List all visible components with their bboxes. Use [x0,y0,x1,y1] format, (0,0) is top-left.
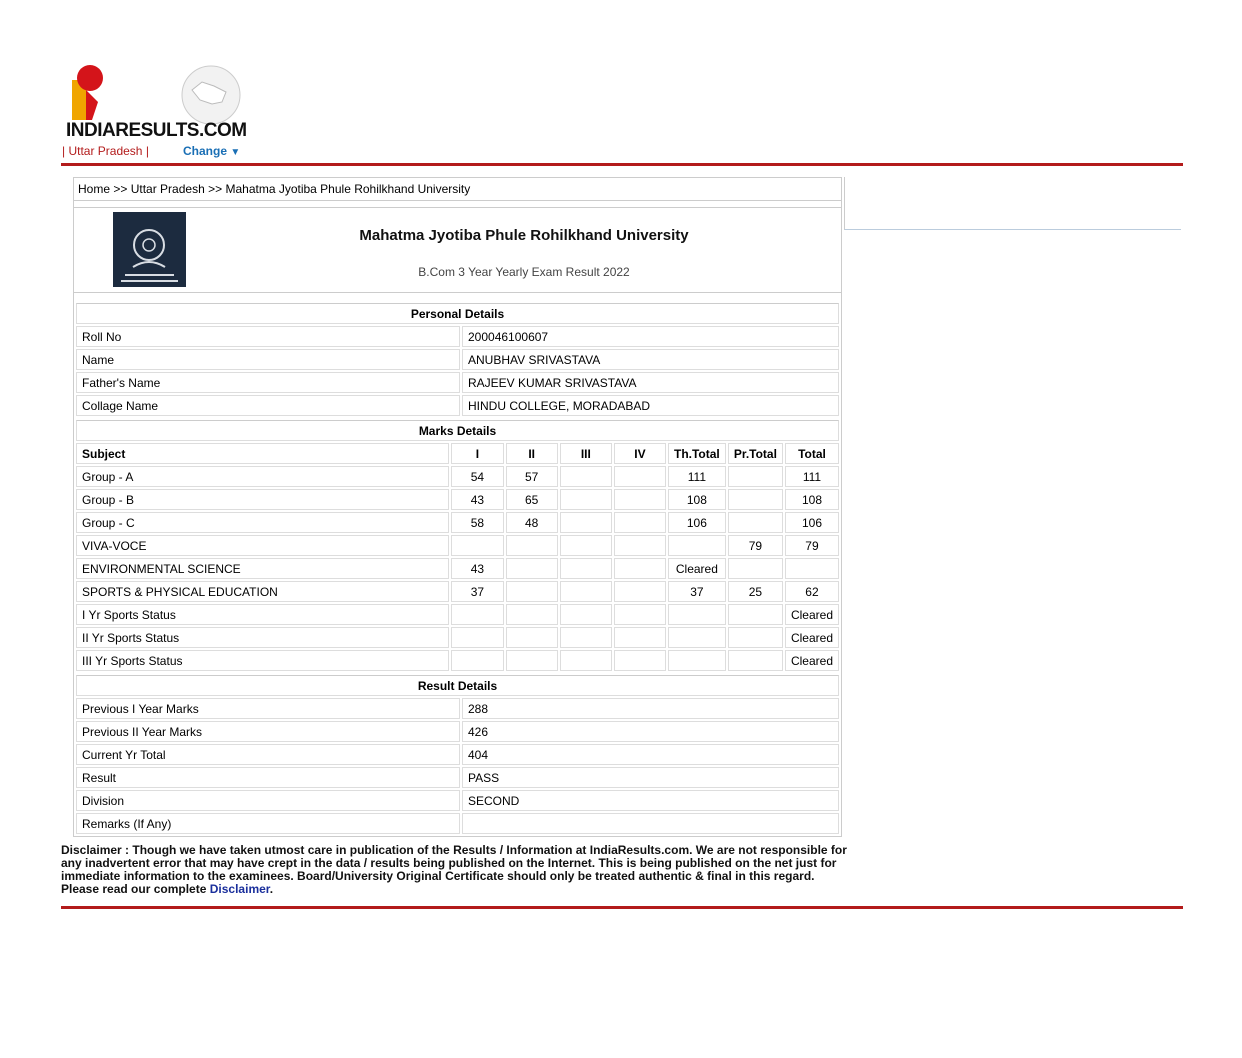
mark-cell [785,558,839,579]
table-row [76,698,839,719]
col-header: IV [614,443,666,464]
table-row [76,349,839,370]
mark-cell [506,627,558,648]
mark-cell [506,535,558,556]
table-row [76,813,839,834]
university-header [74,207,841,293]
mark-cell [451,650,503,671]
field-label: Division [76,790,460,811]
result-frame [73,177,842,837]
mark-cell: 37 [451,581,503,602]
field-value: HINDU COLLEGE, MORADABAD [462,395,839,416]
chevron-down-icon: ▼ [230,147,241,158]
mark-cell: 106 [785,512,839,533]
mark-cell [451,535,503,556]
mark-cell: 58 [451,512,503,533]
mark-cell: 106 [668,512,726,533]
mark-cell [560,604,612,625]
col-header: Subject [76,443,449,464]
subject-cell: SPORTS & PHYSICAL EDUCATION [76,581,449,602]
subject-cell: VIVA-VOCE [76,535,449,556]
mark-cell [560,627,612,648]
subject-cell: ENVIRONMENTAL SCIENCE [76,558,449,579]
result-details-table [74,673,841,836]
mark-cell: 111 [785,466,839,487]
table-row [76,558,839,579]
subject-cell: III Yr Sports Status [76,650,449,671]
mark-cell [614,650,666,671]
mark-cell [614,558,666,579]
mark-cell [614,627,666,648]
mark-cell [668,535,726,556]
subject-cell: Group - A [76,466,449,487]
table-row [76,650,839,671]
personal-details-table [74,301,841,418]
mark-cell [560,558,612,579]
table-row [76,744,839,765]
mark-cell [728,512,783,533]
col-header: I [451,443,503,464]
field-label: Result [76,767,460,788]
mark-cell [506,581,558,602]
col-header: Pr.Total [728,443,783,464]
mark-cell: 62 [785,581,839,602]
mark-cell: 65 [506,489,558,510]
mark-cell: 108 [785,489,839,510]
field-value: PASS [462,767,839,788]
table-row [76,466,839,487]
mark-cell [560,466,612,487]
section-heading: Result Details [76,675,839,696]
mark-cell [668,650,726,671]
section-heading: Personal Details [76,303,839,324]
region-label: | Uttar Pradesh | [62,144,149,158]
field-value [462,813,839,834]
breadcrumb-sep: >> [113,182,128,196]
side-panel [844,177,1181,230]
field-value: ANUBHAV SRIVASTAVA [462,349,839,370]
field-label: Current Yr Total [76,744,460,765]
table-row [76,721,839,742]
top-divider [61,163,1183,166]
mark-cell: 25 [728,581,783,602]
field-label: Father's Name [76,372,460,393]
mark-cell: Cleared [785,650,839,671]
mark-cell: Cleared [668,558,726,579]
disclaimer-link[interactable]: Disclaimer [209,882,270,896]
mark-cell: 111 [668,466,726,487]
marks-details-table [74,418,841,673]
field-label: Previous I Year Marks [76,698,460,719]
university-emblem [113,212,186,287]
field-value: 426 [462,721,839,742]
table-row [76,395,839,416]
table-row [76,535,839,556]
mark-cell [668,627,726,648]
breadcrumb-university[interactable]: Mahatma Jyotiba Phule Rohilkhand University [225,182,471,196]
breadcrumb-sep: >> [208,182,223,196]
field-label: Collage Name [76,395,460,416]
mark-cell: 79 [785,535,839,556]
col-header: II [506,443,558,464]
mark-cell: Cleared [785,627,839,648]
mark-cell [728,558,783,579]
disclaimer-text [61,844,851,896]
disclaimer-body: Disclaimer : Though we have taken utmost care in publication of the Results / Information at IndiaResults.com. We are not responsible for any inadvertent error that may have crept in the data / results being published on the Internet. This is being published on the net just for immediate information to the examinees. Board/University Original Certificate should only be treated authentic & final in this regard. Please read our complete [61,843,847,896]
section-heading: Marks Details [76,420,839,441]
mark-cell: 57 [506,466,558,487]
university-name: Mahatma Jyotiba Phule Rohilkhand University [359,227,689,244]
mark-cell: 43 [451,489,503,510]
col-header: Total [785,443,839,464]
mark-cell [506,650,558,671]
mark-cell: 37 [668,581,726,602]
table-row [76,627,839,648]
change-region-link[interactable] [183,144,240,158]
table-row [76,767,839,788]
mark-cell: 43 [451,558,503,579]
mark-cell [728,604,783,625]
table-row [76,581,839,602]
field-value: 404 [462,744,839,765]
table-row [76,512,839,533]
mark-cell [668,604,726,625]
mark-cell [506,558,558,579]
mark-cell [560,650,612,671]
mark-cell: 79 [728,535,783,556]
mark-cell [506,604,558,625]
breadcrumb-home[interactable]: Home [78,182,111,196]
mark-cell [560,512,612,533]
field-label: Name [76,349,460,370]
col-header: III [560,443,612,464]
field-value: 200046100607 [462,326,839,347]
field-value: 288 [462,698,839,719]
mark-cell [614,512,666,533]
table-row [76,489,839,510]
mark-cell: 54 [451,466,503,487]
col-header: Th.Total [668,443,726,464]
bottom-divider [61,906,1183,909]
field-label: Remarks (If Any) [76,813,460,834]
mark-cell [728,650,783,671]
table-row [76,604,839,625]
disclaimer-end: . [269,882,274,896]
mark-cell [451,627,503,648]
field-label: Previous II Year Marks [76,721,460,742]
table-row [76,790,839,811]
subject-cell: II Yr Sports Status [76,627,449,648]
field-label: Roll No [76,326,460,347]
mark-cell [560,581,612,602]
mark-cell [451,604,503,625]
subject-cell: Group - B [76,489,449,510]
field-value: RAJEEV KUMAR SRIVASTAVA [462,372,839,393]
logo-text: INDIARESULTS.COM [66,120,247,141]
exam-name: B.Com 3 Year Yearly Exam Result 2022 [418,265,630,279]
change-label: Change [183,144,228,158]
mark-cell [728,466,783,487]
mark-cell [560,535,612,556]
mark-cell [614,466,666,487]
table-row [76,326,839,347]
mark-cell [728,489,783,510]
field-value: SECOND [462,790,839,811]
mark-cell [614,604,666,625]
mark-cell: 48 [506,512,558,533]
mark-cell [614,581,666,602]
subject-cell: I Yr Sports Status [76,604,449,625]
table-header-row [76,443,839,464]
mark-cell [614,489,666,510]
mark-cell: Cleared [785,604,839,625]
mark-cell [728,627,783,648]
mark-cell [560,489,612,510]
mark-cell [614,535,666,556]
mark-cell: 108 [668,489,726,510]
table-row [76,372,839,393]
breadcrumb [74,178,841,201]
breadcrumb-state[interactable]: Uttar Pradesh [130,182,205,196]
subject-cell: Group - C [76,512,449,533]
